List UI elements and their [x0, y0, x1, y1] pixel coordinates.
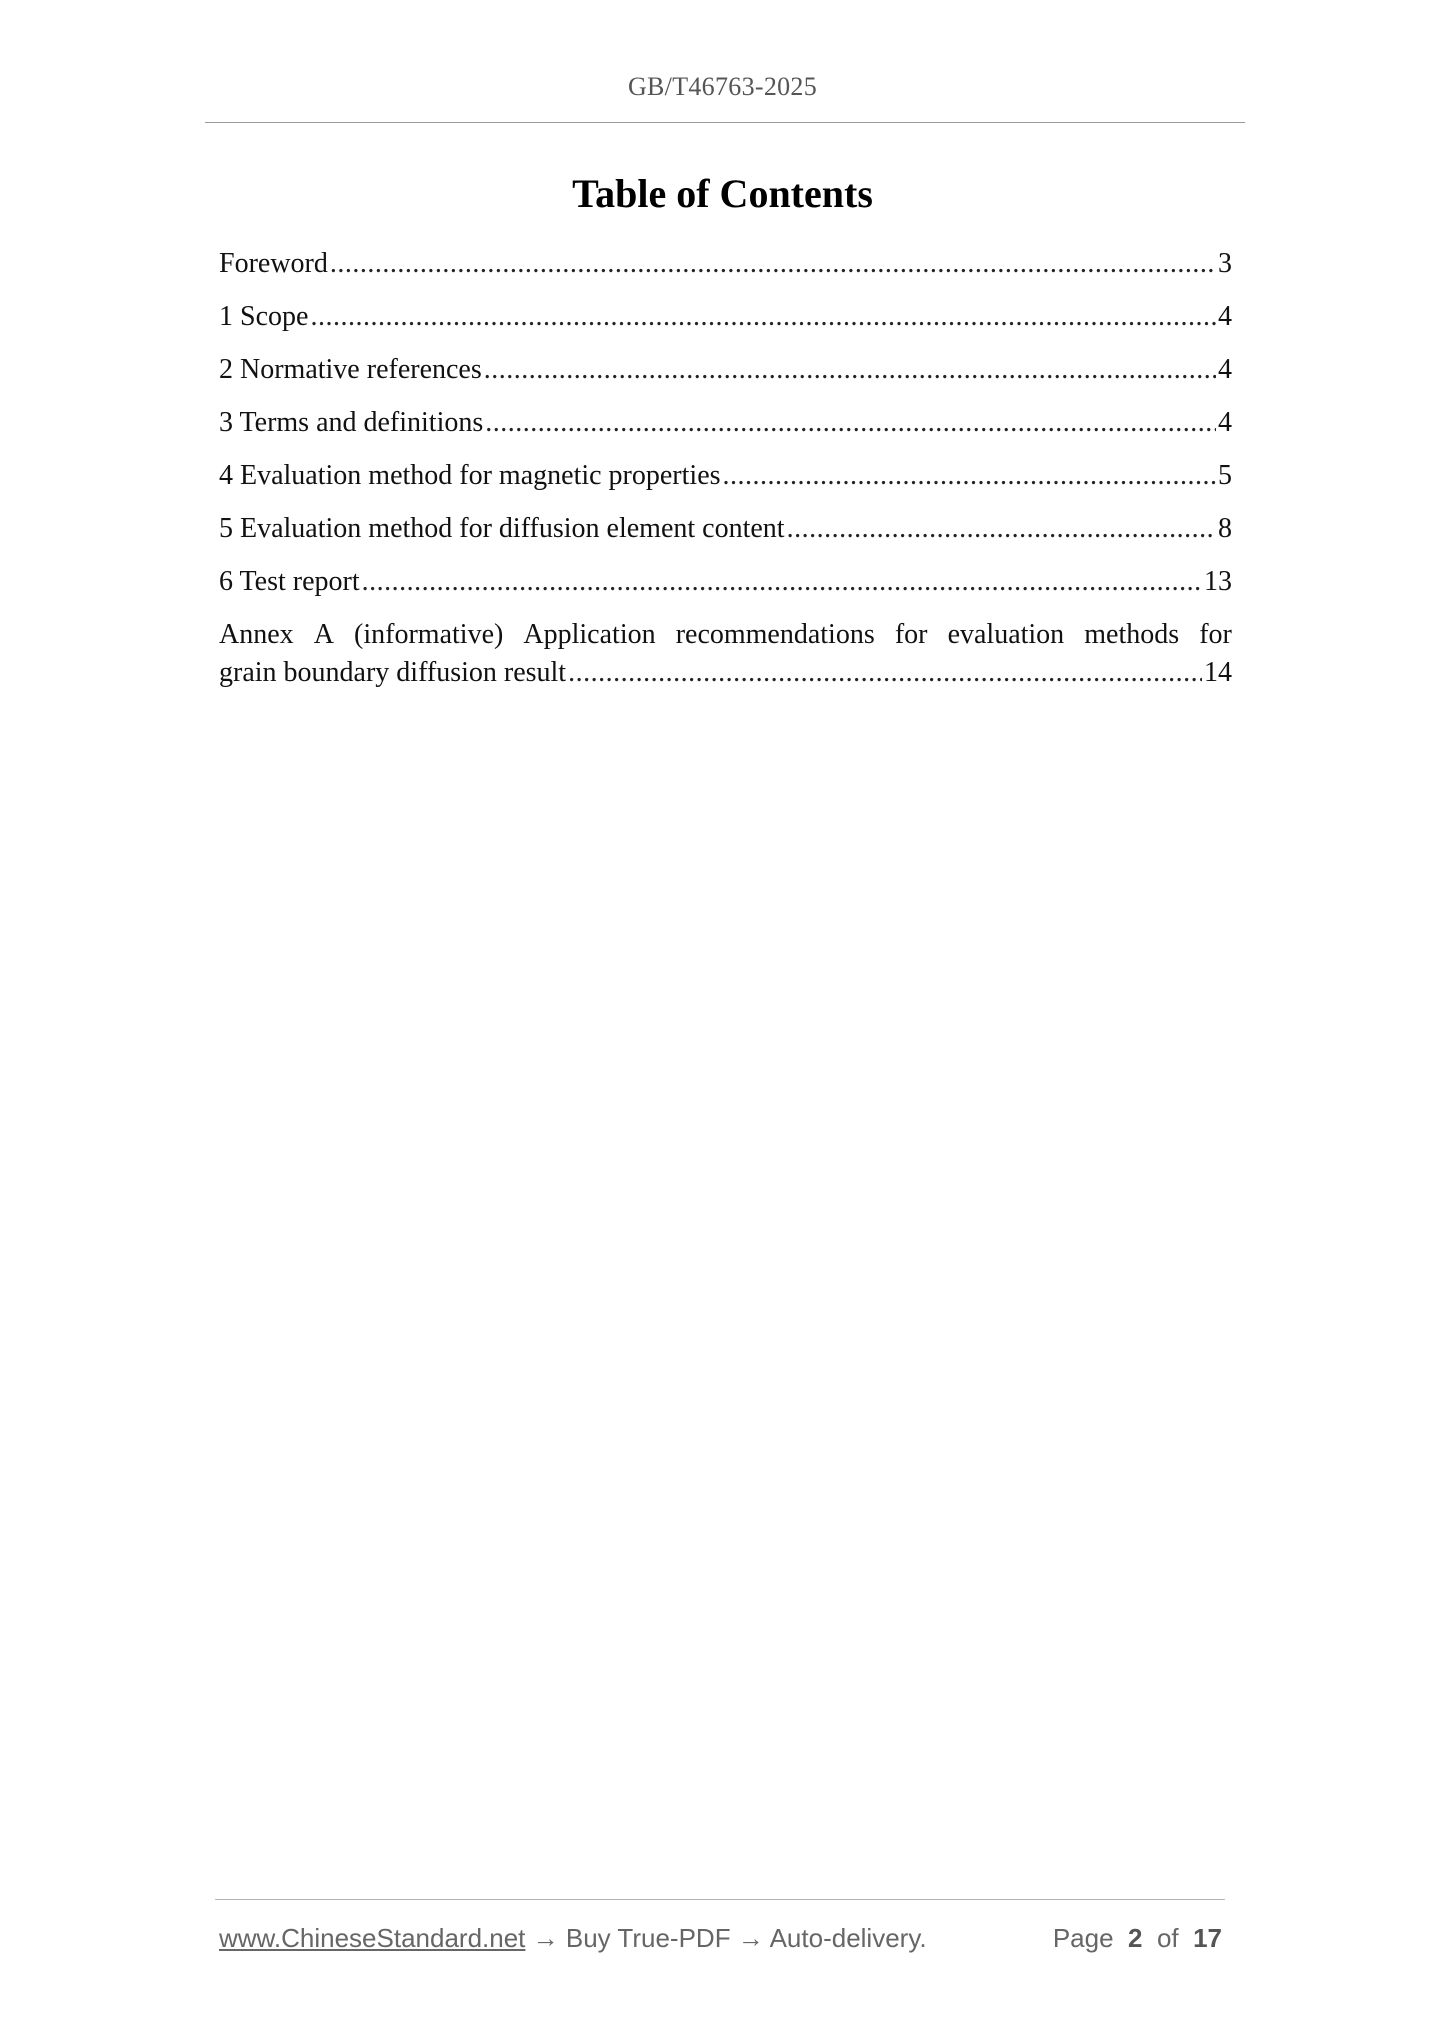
- toc-entry-label: Foreword: [219, 248, 328, 279]
- toc-entry-page: 4: [1218, 354, 1232, 385]
- toc-dot-leader: [484, 351, 1216, 389]
- toc-entry-label: 2 Normative references: [219, 354, 482, 385]
- toc-dot-leader: [787, 510, 1216, 548]
- toc-entry-annex-a[interactable]: [219, 616, 1232, 692]
- page-word: Page: [1052, 1922, 1114, 1953]
- toc-entry-label: 3 Terms and definitions: [219, 407, 484, 438]
- toc-word: (informative): [354, 619, 504, 650]
- toc-entry-page: 3: [1218, 248, 1232, 279]
- of-word: of: [1156, 1922, 1179, 1953]
- toc-entry-foreword[interactable]: [219, 245, 1232, 298]
- toc-word: A: [313, 619, 334, 650]
- toc-entry-label: grain boundary diffusion result: [219, 657, 567, 688]
- toc-dot-leader: [330, 245, 1216, 283]
- toc-entry-page: 14: [1204, 657, 1232, 688]
- toc-entry-label: 1 Scope: [219, 301, 309, 332]
- toc-word: Annex: [219, 619, 294, 650]
- toc-dot-leader: [310, 298, 1216, 336]
- toc-entry-page: 13: [1204, 566, 1232, 597]
- toc-word: Application: [523, 619, 656, 650]
- chinesestandard-link[interactable]: www.ChineseStandard.net: [219, 1922, 526, 1953]
- toc-entry-page: 4: [1218, 301, 1232, 332]
- table-of-contents: [219, 245, 1232, 692]
- footer-promo-text: → Buy True-PDF → Auto-delivery.: [532, 1922, 927, 1953]
- page-counter: [1053, 1923, 1222, 1954]
- toc-entry-page: 8: [1218, 513, 1232, 544]
- toc-dot-leader: [568, 654, 1202, 692]
- toc-title: Table of Contents: [572, 171, 873, 216]
- toc-word: evaluation: [947, 619, 1065, 650]
- page-current: 2: [1128, 1922, 1143, 1953]
- toc-entry-label-line1: [219, 616, 1232, 654]
- page-footer: [219, 1918, 1222, 1958]
- toc-entry-label-line2: [219, 654, 1232, 692]
- footer-rule: [215, 1899, 1225, 1900]
- footer-promo: [219, 1923, 927, 1954]
- toc-entry-label: 5 Evaluation method for diffusion element content: [219, 513, 785, 544]
- toc-entry-page: 5: [1218, 460, 1232, 491]
- toc-word: for: [1199, 619, 1232, 650]
- toc-entry-terms-and-definitions[interactable]: [219, 404, 1232, 457]
- toc-entry-diffusion-element-content[interactable]: [219, 510, 1232, 563]
- toc-entry-normative-references[interactable]: [219, 351, 1232, 404]
- toc-entry-label: 4 Evaluation method for magnetic properties: [219, 460, 721, 491]
- page-header-code: GB/T46763-2025: [627, 72, 818, 101]
- toc-entry-label: 6 Test report: [219, 566, 360, 597]
- toc-word: recommendations: [675, 619, 875, 650]
- toc-entry-magnetic-properties[interactable]: [219, 457, 1232, 510]
- toc-dot-leader: [362, 563, 1202, 601]
- toc-word: methods: [1084, 619, 1180, 650]
- toc-word: for: [894, 619, 928, 650]
- toc-entry-test-report[interactable]: [219, 563, 1232, 616]
- toc-dot-leader: [485, 404, 1216, 442]
- toc-entry-page: 4: [1218, 407, 1232, 438]
- page-total: 17: [1193, 1922, 1222, 1953]
- header-rule: [205, 122, 1245, 123]
- toc-entry-scope[interactable]: [219, 298, 1232, 351]
- toc-dot-leader: [723, 457, 1216, 495]
